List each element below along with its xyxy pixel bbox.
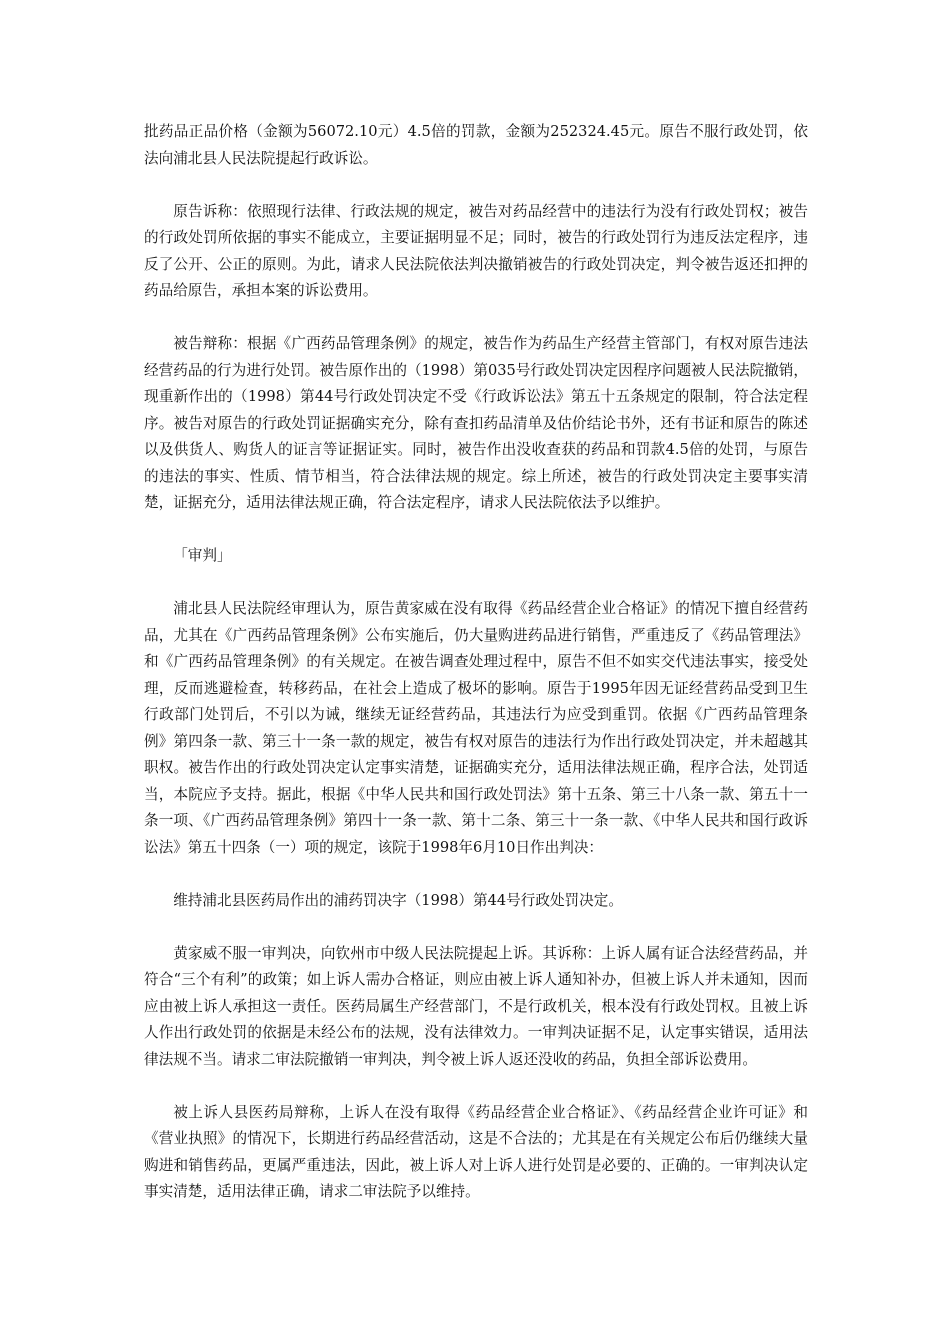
paragraph-first-instance-reasoning: 浦北县人民法院经审理认为，原告黄家威在没有取得《药品经营企业合格证》的情况下擅自经营药品，尤其在《广西药品管理条例》公布实施后，仍大量购进药品进行销售，严重违反了《药品管理法》和《广西药品管理条例》的有关规定。在被告调查处理过程中，原告不但不如实交代违法事实，接受处理，反而逃避检查，转移药品，在社会上造成了极坏的影响。原告于1995年因无证经营药品受到卫生行政部门处罚后，不引以为诫，继续无证经营药品，其违法行为应受到重罚。依据《广西药品管理条例》第四条一款、第三十一条一款的规定，被告有权对原告的违法行为作出行政处罚决定，并未超越其职权。被告作出的行政处罚决定认定事实清楚，证据确实充分，适用法律法规正确，程序合法，处罚适当，本院应予支持。据此，根据《中华人民共和国行政处罚法》第十五条、第三十八条一款、第五十一条一项、《广西药品管理条例》第四十一条一款、第十二条、第三十一条一款、《中华人民共和国行政诉讼法》第五十四条（一）项的规定，该院于1998年6月10日作出判决：: [144, 600, 808, 856]
paragraph-first-instance-judgment: 维持浦北县医药局作出的浦药罚决字（1998）第44号行政处罚决定。: [173, 891, 623, 909]
paragraph-penalty-continuation: 批药品正品价格（金额为56072.10元）4.5倍的罚款，金额为252324.45元。原告不服行政处罚，依法向浦北县人民法院提起行政诉讼。: [144, 123, 808, 167]
document-body: [144, 119, 808, 1232]
paragraph-plaintiff-claim: 原告诉称：依照现行法律、行政法规的规定，被告对药品经营中的违法行为没有行政处罚权；被告的行政处罚所依据的事实不能成立，主要证据明显不足；同时，被告的行政处罚行为违反法定程序，违反了公开、公正的原则。为此，请求人民法院依法判决撤销被告的行政处罚决定，判令被告返还扣押的药品给原告，承担本案的诉讼费用。: [144, 202, 808, 299]
paragraph-appellee-defense: 被上诉人县医药局辩称，上诉人在没有取得《药品经营企业合格证》、《药品经营企业许可证》和《营业执照》的情况下，长期进行药品经营活动，这是不合法的；尤其是在有关规定公布后仍继续大量购进和销售药品，更属严重违法，因此，被上诉人对上诉人进行处罚是必要的、正确的。一审判决认定事实清楚，适用法律正确，请求二审法院予以维持。: [144, 1103, 808, 1200]
paragraph-appellant-appeal: 黄家威不服一审判决，向钦州市中级人民法院提起上诉。其诉称：上诉人属有证合法经营药品，并符合“三个有利”的政策；如上诉人需办合格证，则应由被上诉人通知补办，但被上诉人并未通知，因而应由被上诉人承担这一责任。医药局属生产经营部门，不是行政机关，根本没有行政处罚权。且被上诉人作出行政处罚的依据是未经公布的法规，没有法律效力。一审判决证据不足，认定事实错误，适用法律法规不当。请求二审法院撤销一审判决，判令被上诉人返还没收的药品，负担全部诉讼费用。: [144, 944, 808, 1068]
paragraph-defendant-defense: 被告辩称：根据《广西药品管理条例》的规定，被告作为药品生产经营主管部门，有权对原告违法经营药品的行为进行处罚。被告原作出的（1998）第035号行政处罚决定因程序问题被人民法院撤销，现重新作出的（1998）第44号行政处罚决定不受《行政诉讼法》第五十五条规定的限制，符合法定程序。被告对原告的行政处罚证据确实充分，除有查扣药品清单及估价结论书外，还有书证和原告的陈述以及供货人、购货人的证言等证据证实。同时，被告作出没收查获的药品和罚款4.5倍的处罚，与原告的违法的事实、性质、情节相当，符合法律法规的规定。综上所述，被告的行政处罚决定主要事实清楚，证据充分，适用法律法规正确，符合法定程序，请求人民法院依法予以维护。: [144, 335, 808, 511]
section-heading-trial: 「审判」: [173, 547, 232, 564]
